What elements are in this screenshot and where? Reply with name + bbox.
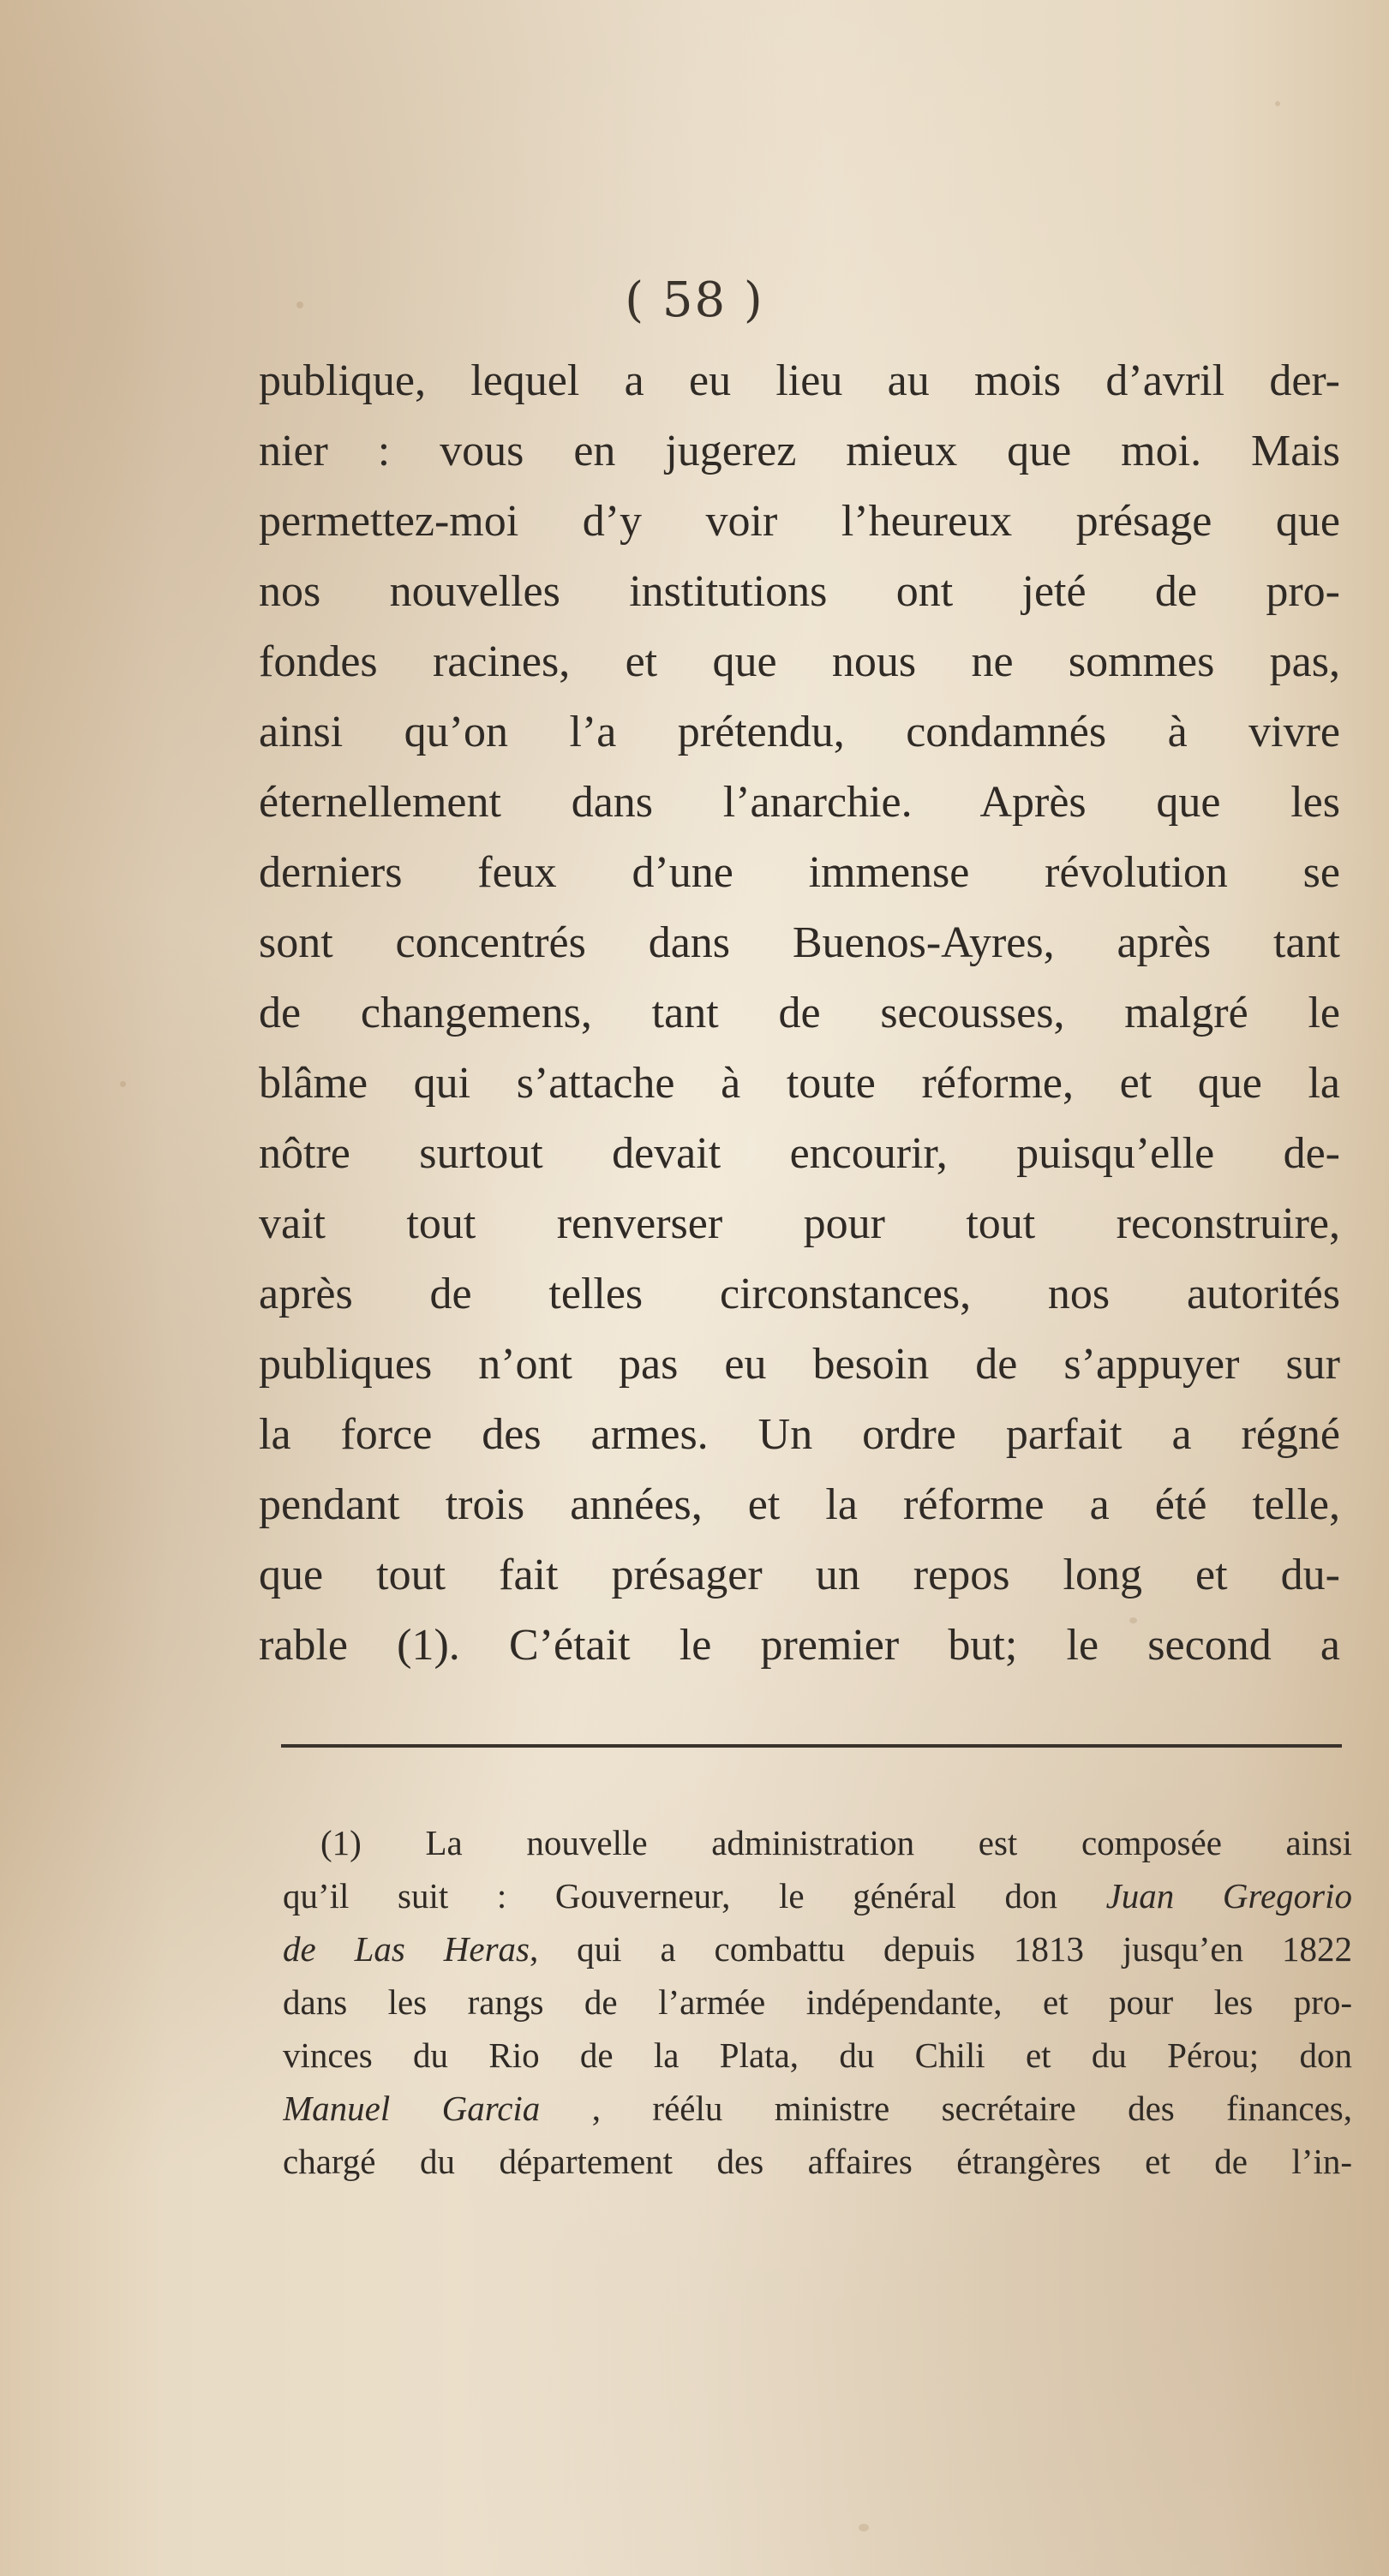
body-line: rable (1). C’était le premier but; le second a [259,1621,1340,1670]
body-line: la force des armes. Un ordre parfait a régné [259,1410,1340,1459]
body-line: nos nouvelles institutions ont jeté de pro- [259,567,1340,616]
body-line: nôtre surtout devait encourir, puisqu’elle de- [259,1129,1340,1178]
body-line: nier : vous en jugerez mieux que moi. Mais [259,427,1340,475]
footnote-separator [281,1744,1342,1748]
body-line: blâme qui s’attache à toute réforme, et que la [259,1059,1340,1108]
footnote-text: chargé du département des affaires étrangères et de l’in- [283,2142,1352,2181]
body-line: vait tout renverser pour tout reconstruire, [259,1199,1340,1248]
footnote-line [283,1816,1352,1869]
body-line: sont concentrés dans Buenos-Ayres, après tant [259,918,1340,967]
footnote-text: , qui a combattu depuis 1813 jusqu’en 1822 [530,1929,1352,1969]
footnote-text: vinces du Rio de la Plata, du Chili et du Pérou; don [283,2035,1352,2075]
body-line: ainsi qu’on l’a prétendu, condamnés à vivre [259,708,1340,756]
body-line: que tout fait présager un repos long et du- [259,1551,1340,1599]
foxing-spot [120,1081,126,1087]
body-line: pendant trois années, et la réforme a été telle, [259,1480,1340,1529]
footnote-line [283,1975,1352,2029]
body-line: publiques n’ont pas eu besoin de s’appuyer sur [259,1340,1340,1389]
footnote-line [283,1869,1352,1922]
footnote-person-name: de Las Heras [283,1929,530,1969]
footnote-person-name: Juan Gregorio [1105,1876,1352,1916]
body-line: fondes racines, et que nous ne sommes pas, [259,637,1340,686]
footnote-text: dans les rangs de l’armée indépendante, et pour les pro- [283,1982,1352,2022]
body-line: publique, lequel a eu lieu au mois d’avril der- [259,356,1340,405]
footnote-line [283,2135,1352,2188]
body-line: permettez-moi d’y voir l’heureux présage que [259,497,1340,546]
footnote-text: qu’il suit : Gouverneur, le général don [283,1876,1106,1916]
footnote-line [283,2029,1352,2082]
body-line: derniers feux d’une immense révolution se [259,848,1340,897]
foxing-spot [1275,101,1280,106]
footnote-text: (1) La nouvelle administration est composée ainsi [320,1823,1352,1862]
body-line: éternellement dans l’anarchie. Après que les [259,778,1340,827]
footnote-text: , réélu ministre secrétaire des finances, [540,2089,1352,2128]
page-number: ( 58 ) [625,272,764,328]
foxing-spot [859,2524,869,2531]
body-line: après de telles circonstances, nos autorités [259,1270,1340,1318]
footnote [283,1816,1352,2188]
footnote-line [283,2082,1352,2135]
body-text [259,346,1340,1681]
footnote-line [283,1922,1352,1975]
footnote-person-name: Manuel Garcia [283,2089,541,2128]
body-line: de changemens, tant de secousses, malgré le [259,989,1340,1037]
